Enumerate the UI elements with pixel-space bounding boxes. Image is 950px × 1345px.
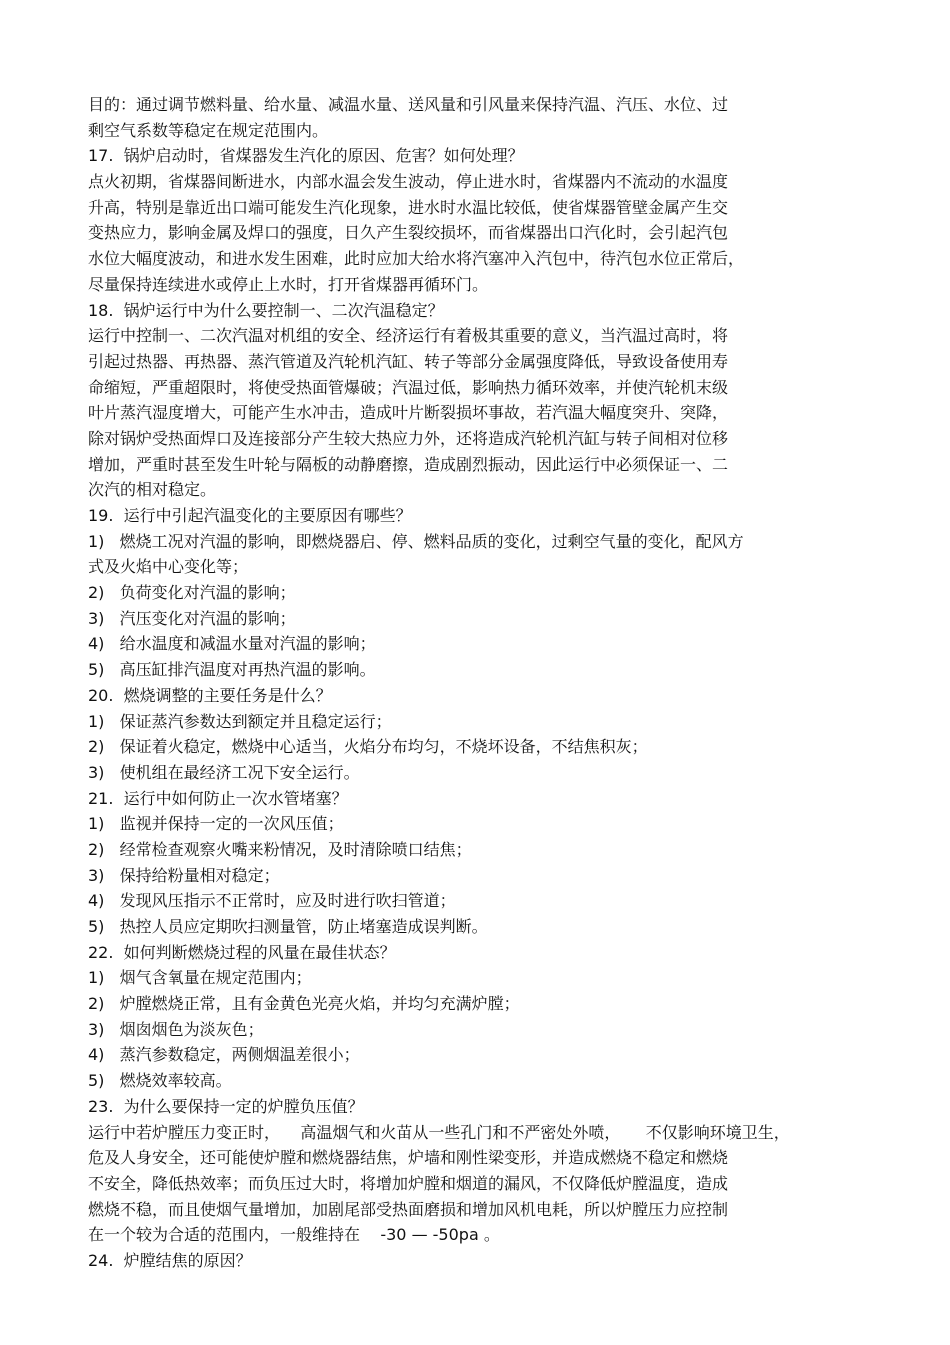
list-item: 2) 经常检查观察火嘴来粉情况，及时清除喷口结焦； [88,839,472,859]
list-item: 4) 发现风压指示不正常时，应及时进行吹扫管道； [88,891,456,911]
list-item: 2) 负荷变化对汽温的影响； [88,583,296,603]
text-line: 次汽的相对稳定。 [88,480,217,500]
list-item: 1) 监视并保持一定的一次风压值； [88,814,344,834]
question-heading: 22. 如何判断燃烧过程的风量在最佳状态？ [88,942,396,962]
text-line: 在一个较为合适的范围内，一般维持在 -30 — -50pa 。 [88,1225,500,1245]
text-line: 点火初期，省煤器间断进水，内部水温会发生波动，停止进水时，省煤器内不流动的水温度 [88,172,729,192]
text-line: 水位大幅度波动，和进水发生困难，此时应加大给水将汽塞冲入汽包中，待汽包水位正常后， [88,249,745,269]
question-heading: 17. 锅炉启动时，省煤器发生汽化的原因、危害？如何处理？ [88,146,524,166]
text-line: 危及人身安全，还可能使炉膛和燃烧器结焦，炉墙和刚性梁变形，并造成燃烧不稳定和燃烧 [88,1148,729,1168]
text-line: 燃烧不稳，而且使烟气量增加，加剧尾部受热面磨损和增加风机电耗，所以炉膛压力应控制 [88,1199,729,1219]
text-line: 引起过热器、再热器、蒸汽管道及汽轮机汽缸、转子等部分金属强度降低，导致设备使用寿 [88,351,729,371]
text-line: 命缩短，严重超限时，将使受热面管爆破；汽温过低，影响热力循环效率，并使汽轮机末级 [88,377,729,397]
text-line: 除对锅炉受热面焊口及连接部分产生较大热应力外，还将造成汽轮机汽缸与转子间相对位移 [88,428,729,448]
list-item: 3) 汽压变化对汽温的影响； [88,608,296,628]
question-heading: 21. 运行中如何防止一次水管堵塞？ [88,788,348,808]
question-heading: 20. 燃烧调整的主要任务是什么？ [88,685,332,705]
text-line: 升高，特别是靠近出口端可能发生汽化现象，进水时水温比较低，使省煤器管壁金属产生交 [88,197,729,217]
text-line: 不安全，降低热效率；而负压过大时，将增加炉膛和烟道的漏风，不仅降低炉膛温度，造成 [88,1173,729,1193]
list-item: 5) 燃烧效率较高。 [88,1071,232,1091]
list-item: 2) 保证着火稳定，燃烧中心适当，火焰分布均匀，不烧坏设备，不结焦积灰； [88,737,648,757]
list-item: 4) 给水温度和减温水量对汽温的影响； [88,634,376,654]
question-heading: 18. 锅炉运行中为什么要控制一、二次汽温稳定？ [88,300,444,320]
list-item: 3) 保持给粉量相对稳定； [88,865,280,885]
question-heading: 23. 为什么要保持一定的炉膛负压值？ [88,1096,364,1116]
text-line: 式及火焰中心变化等； [88,557,249,577]
text-line: 增加，严重时甚至发生叶轮与隔板的动静磨擦，造成剧烈振动，因此运行中必须保证一、二 [88,454,729,474]
text-line: 运行中控制一、二次汽温对机组的安全、经济运行有着极其重要的意义，当汽温过高时，将 [88,326,729,346]
text-line: 目的：通过调节燃料量、给水量、减温水量、送风量和引风量来保持汽温、汽压、水位、过 [88,95,729,114]
list-item: 3) 使机组在最经济工况下安全运行。 [88,762,360,782]
list-item: 1) 保证蒸汽参数达到额定并且稳定运行； [88,711,392,731]
list-item: 5) 高压缸排汽温度对再热汽温的影响。 [88,660,376,680]
list-item: 4) 蒸汽参数稳定，两侧烟温差很小； [88,1045,360,1065]
list-item: 1) 烟气含氧量在规定范围内； [88,968,312,988]
list-item: 1) 燃烧工况对汽温的影响，即燃烧器启、停、燃料品质的变化，过剩空气量的变化，配风方 [88,531,744,551]
text-line: 运行中若炉膛压力变正时， 高温烟气和火苗从一些孔门和不严密处外喷， 不仅影响环境卫生， [88,1122,790,1142]
list-item: 5) 热控人员应定期吹扫测量管，防止堵塞造成误判断。 [88,917,488,936]
text-line: 剩空气系数等稳定在规定范围内。 [88,120,329,140]
question-heading: 19. 运行中引起汽温变化的主要原因有哪些？ [88,506,412,525]
list-item: 3) 烟囱烟色为淡灰色； [88,1019,264,1039]
list-item: 2) 炉膛燃烧正常，且有金黄色光亮火焰，并均匀充满炉膛； [88,994,520,1014]
document-body [88,92,888,1274]
text-line: 叶片蒸汽湿度增大，可能产生水冲击，造成叶片断裂损坏事故，若汽温大幅度突升、突降， [88,403,729,423]
text-line: 尽量保持连续进水或停止上水时，打开省煤器再循环门。 [88,274,489,294]
question-heading: 24. 炉膛结焦的原因？ [88,1250,252,1270]
text-line: 变热应力，影响金属及焊口的强度，日久产生裂绞损坏，而省煤器出口汽化时，会引起汽包 [88,223,729,243]
